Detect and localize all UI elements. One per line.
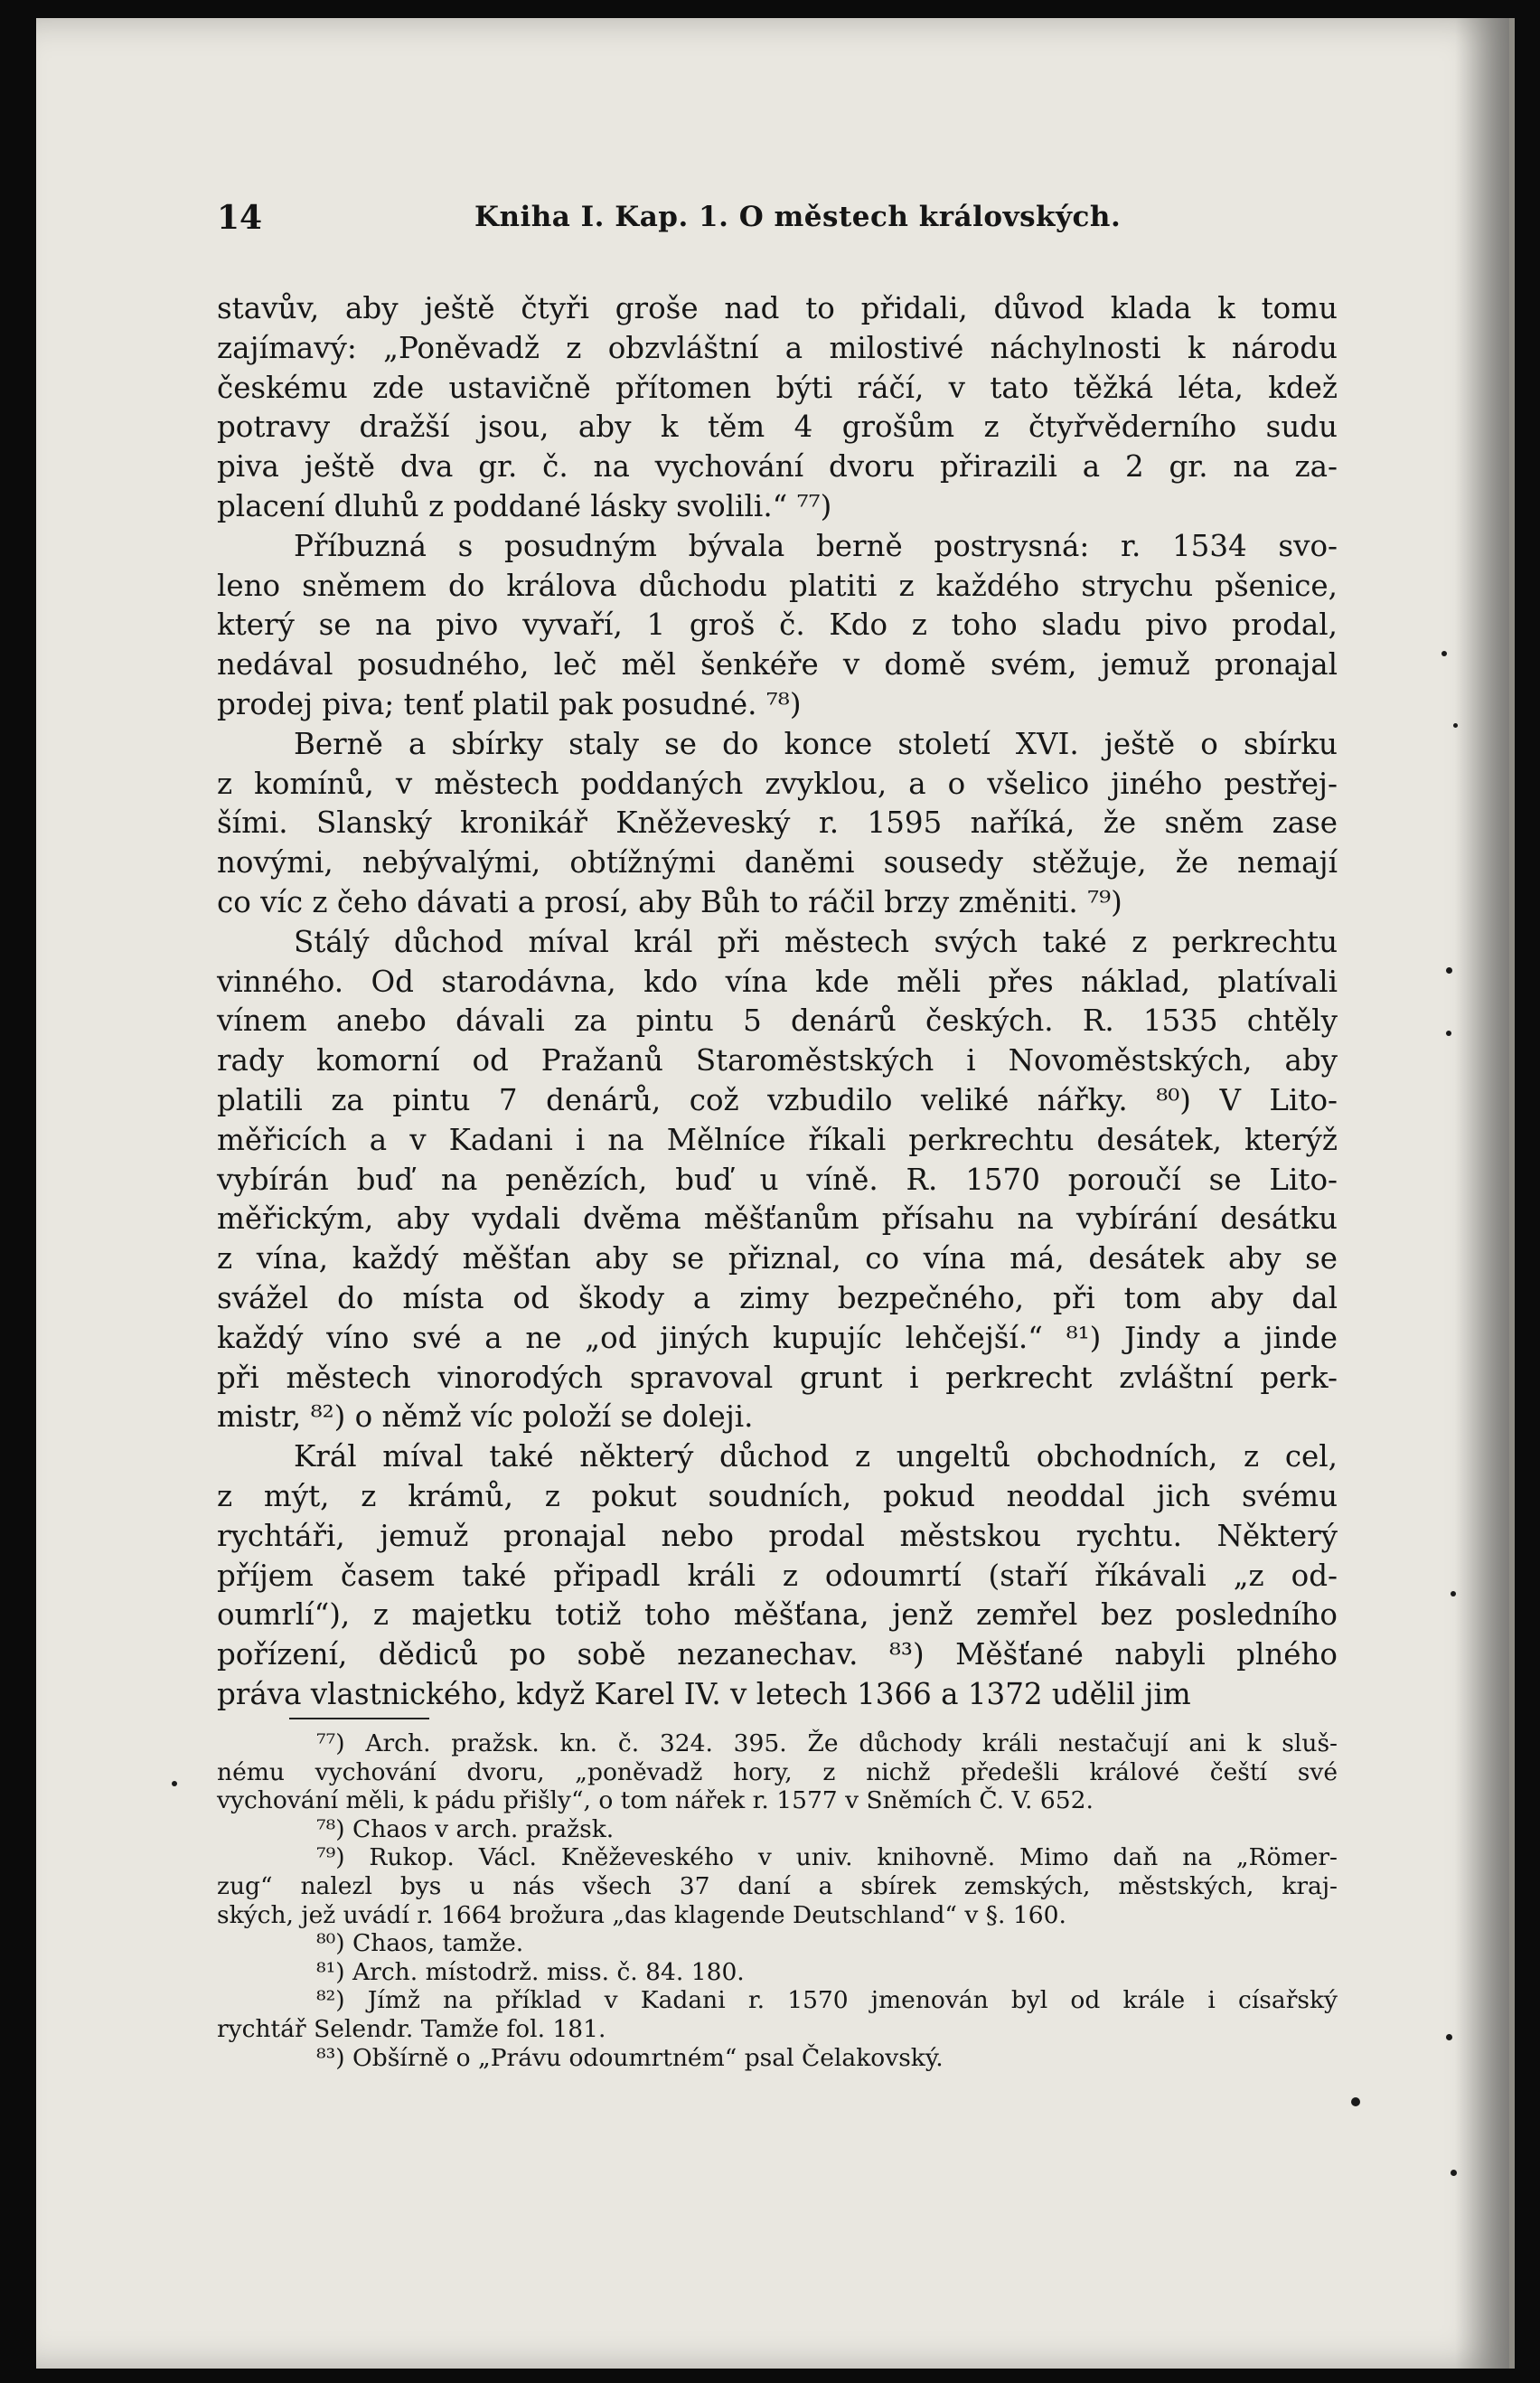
text-line: měřickým, aby vydali dvěma měšťanům přísahu na vybírání desátku — [217, 1201, 1338, 1237]
text-line: který se na pivo vyvaří, 1 groš č. Kdo z toho sladu pivo prodal, — [217, 608, 1338, 643]
page-number: 14 — [217, 199, 263, 237]
text-line: oumrlí“), z majetku totiž toho měšťana, jenž zemřel bez posledního — [217, 1597, 1338, 1633]
main-text — [217, 289, 1338, 1715]
text-line: z komínů, v městech poddaných zvyklou, a o všelico jiného pestřej- — [217, 766, 1338, 801]
text-line: měřicích a v Kadani i na Mělníce říkali perkrechtu desátek, kterýž — [217, 1122, 1338, 1157]
footnote-line: zug“ nalezl bys u nás všech 37 daní a sbírek zemských, městských, kraj- — [217, 1871, 1338, 1900]
footnote-line: ⁷⁹) Rukop. Václ. Kněževeského v univ. knihovně. Mimo daň na „Römer- — [316, 1843, 1338, 1872]
footnote — [217, 1958, 1338, 1987]
text-line: vybírán buď na penězích, buď u víně. R. 1570 poroučí se Lito- — [217, 1162, 1338, 1197]
text-line: co víc z čeho dávati a prosí, aby Bůh to ráčil brzy změniti. ⁷⁹) — [217, 884, 1122, 919]
footnote-line: ských, jež uvádí r. 1664 brožura „das klagende Deutschland“ v §. 160. — [217, 1900, 1066, 1929]
footnote-line: ⁸²) Jímž na příklad v Kadani r. 1570 jmenován byl od krále i císařský — [316, 1986, 1338, 2015]
text-line: Král míval také některý důchod z ungeltů obchodních, z cel, — [294, 1439, 1338, 1474]
text-line: piva ještě dva gr. č. na vychování dvoru přirazili a 2 gr. na za- — [217, 449, 1338, 485]
text-line: při městech vinorodých spravoval grunt i perkrecht zvláštní perk- — [217, 1360, 1338, 1395]
text-line: platili za pintu 7 denárů, což vzbudilo veliké nářky. ⁸⁰) V Lito- — [217, 1082, 1338, 1117]
scan-shadow — [1455, 18, 1509, 2369]
footnote-line: ⁸¹) Arch. místodrž. miss. č. 84. 180. — [316, 1957, 745, 1986]
text-line: placení dluhů z poddané lásky svolili.“ ⁷⁷) — [217, 488, 832, 523]
text-line: novými, nebývalými, obtížnými daněmi sousedy stěžuje, že nemají — [217, 845, 1338, 881]
text-line: každý víno své a ne „od jiných kupujíc lehčejší.“ ⁸¹) Jindy a jinde — [217, 1320, 1338, 1355]
footnote-line: ⁸⁰) Chaos, tamže. — [316, 1929, 524, 1958]
footnote-line: ⁷⁷) Arch. pražsk. kn. č. 324. 395. Že důchody králi nestačují ani k sluš- — [316, 1729, 1338, 1757]
footnote-line: vychování měli, k pádu přišly“, o tom nářek r. 1577 v Sněmích Č. V. 652. — [217, 1786, 1094, 1815]
book-page — [36, 18, 1515, 2369]
paragraph — [217, 725, 1338, 923]
text-line: vínem anebo dávali za pintu 5 denárů českých. R. 1535 chtěly — [217, 1003, 1338, 1039]
text-line: z vína, každý měšťan aby se přiznal, co vína má, desátek aby se — [217, 1241, 1338, 1276]
footnote — [217, 2044, 1338, 2073]
text-line: Příbuzná s posudným bývala berně postrysná: r. 1534 svo- — [294, 528, 1338, 563]
text-line: prodej piva; tenť platil pak posudné. ⁷⁸) — [217, 686, 802, 721]
footnote-rule — [289, 1718, 429, 1719]
text-line: vinného. Od starodávna, kdo vína kde měli přes náklad, platívali — [217, 964, 1338, 999]
footnote — [217, 1729, 1338, 1815]
paragraph — [217, 289, 1338, 527]
text-line: Stálý důchod míval král při městech svých také z perkrechtu — [294, 924, 1338, 959]
paragraph — [217, 923, 1338, 1437]
text-line: pořízení, dědiců po sobě nezanechav. ⁸³) Měšťané nabyli plného — [217, 1637, 1338, 1672]
footnote — [217, 1986, 1338, 2043]
text-line: z mýt, z krámů, z pokut soudních, pokud neoddal jich svému — [217, 1478, 1338, 1513]
text-line: svážel do místa od škody a zimy bezpečného, při tom aby dal — [217, 1280, 1338, 1315]
text-line: českému zde ustavičně přítomen býti ráčí, v tato těžká léta, kdež — [217, 370, 1338, 405]
text-line: Berně a sbírky staly se do konce století XVI. ještě o sbírku — [294, 726, 1338, 761]
text-line: mistr, ⁸²) o němž víc položí se doleji. — [217, 1399, 754, 1435]
page-header — [217, 199, 1338, 235]
footnote-line: rychtář Selendr. Tamže fol. 181. — [217, 2014, 606, 2043]
footnote-line: nému vychování dvoru, „poněvadž hory, z nichž předešli králové čeští své — [217, 1757, 1338, 1786]
paragraph — [217, 527, 1338, 725]
text-line: stavův, aby ještě čtyři groše nad to přidali, důvod klada k tomu — [217, 291, 1338, 325]
footnote — [217, 1843, 1338, 1929]
text-line: příjem časem také připadl králi z odoumrtí (staří říkávali „z od- — [217, 1558, 1338, 1593]
text-line: šími. Slanský kronikář Kněževeský r. 1595 naříká, že sněm zase — [217, 805, 1338, 841]
running-title: Kniha I. Kap. 1. O městech královských. — [474, 201, 1122, 233]
footnote-line: ⁸³) Obšírně o „Právu odoumrtném“ psal Čelakovský. — [316, 2043, 944, 2072]
text-line: leno sněmem do králova důchodu platiti z každého strychu pšenice, — [217, 568, 1338, 603]
text-line: rady komorní od Pražanů Staroměstských i Novoměstských, aby — [217, 1043, 1338, 1078]
footnote — [217, 1815, 1338, 1844]
footnote — [217, 1929, 1338, 1958]
footnotes — [217, 1729, 1338, 2072]
footnote-line: ⁷⁸) Chaos v arch. pražsk. — [316, 1814, 615, 1843]
paragraph — [217, 1437, 1338, 1715]
text-line: nedával posudného, leč měl šenkéře v domě svém, jemuž pronajal — [217, 647, 1338, 683]
text-line: práva vlastnického, když Karel IV. v letech 1366 a 1372 udělil jim — [217, 1676, 1191, 1711]
text-line: potravy dražší jsou, aby k těm 4 grošům z čtyřvěderního sudu — [217, 410, 1338, 445]
text-line: rychtáři, jemuž pronajal nebo prodal městskou rychtu. Některý — [217, 1518, 1338, 1553]
text-line: zajímavý: „Poněvadž z obzvláštní a milostivé náchylnosti k národu — [217, 330, 1338, 365]
